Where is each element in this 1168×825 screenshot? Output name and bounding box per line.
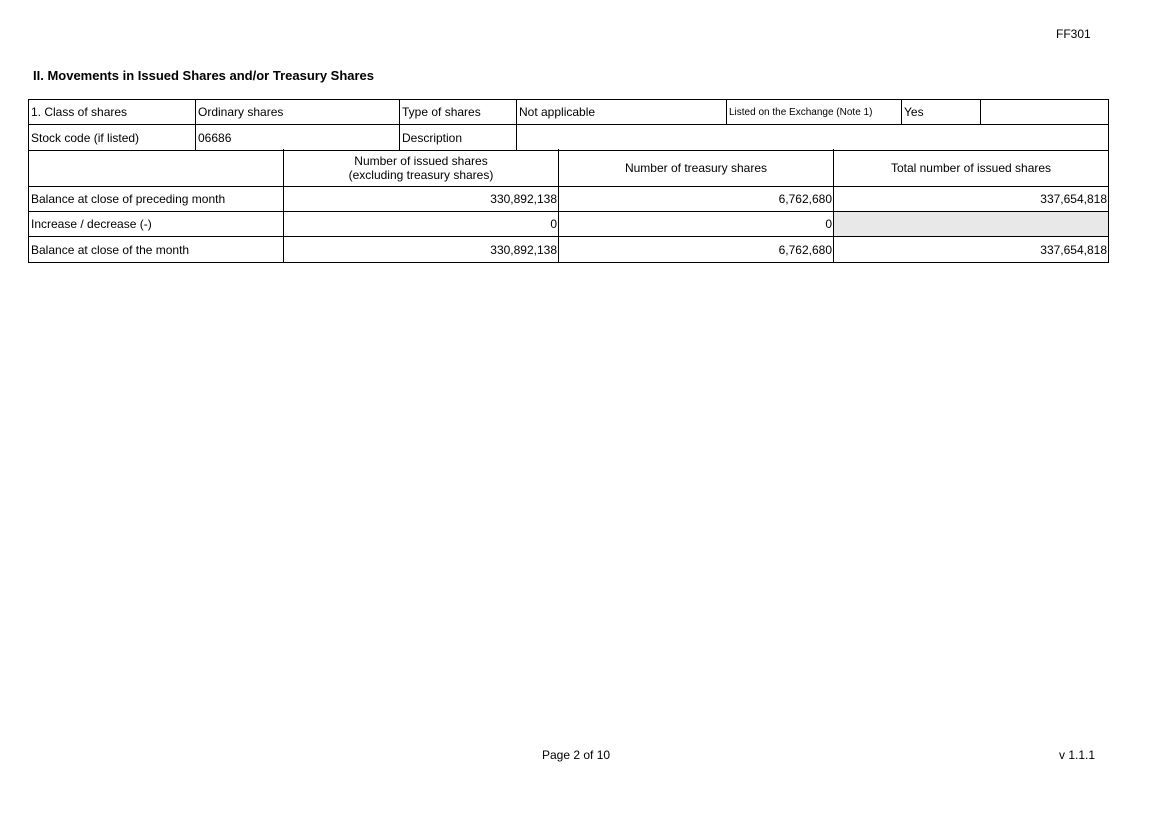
listed-value: Yes: [902, 100, 981, 124]
type-label: Type of shares: [400, 100, 517, 124]
header-issued-line1: Number of issued shares: [354, 153, 488, 168]
row-total: 337,654,818: [1040, 242, 1107, 257]
header-treasury: Number of treasury shares: [559, 149, 834, 186]
table-row: [29, 212, 1108, 237]
header-issued-line2: (excluding treasury shares): [348, 167, 494, 182]
page-number: Page 2 of 10: [542, 748, 611, 762]
movements-table: [28, 149, 1109, 263]
row-issued: 330,892,138: [284, 237, 559, 262]
row-label: Balance at close of the month: [29, 237, 284, 262]
row-label: Increase / decrease (-): [29, 212, 284, 236]
header-issued: [284, 149, 559, 186]
row-treasury: 6,762,680: [559, 237, 834, 262]
type-value: Not applicable: [517, 100, 727, 124]
listed-label: Listed on the Exchange (Note 1): [727, 100, 902, 124]
row-treasury: 0: [559, 212, 834, 236]
form-code: FF301: [1056, 27, 1091, 41]
stock-code-row: [29, 125, 1108, 150]
row-total-shaded: [834, 212, 1108, 236]
table-row: [29, 237, 1108, 262]
row-issued: 330,892,138: [284, 187, 559, 211]
table-row: [29, 187, 1108, 212]
class-info-grid: [28, 99, 1109, 151]
class-row: [29, 100, 1108, 125]
row-treasury: 6,762,680: [559, 187, 834, 211]
section-title: II. Movements in Issued Shares and/or Treasury Shares: [33, 68, 375, 83]
listed-blank: [981, 100, 1108, 124]
description-value: [517, 125, 1108, 150]
stock-code-value: 06686: [196, 125, 400, 150]
class-label: 1. Class of shares: [29, 100, 196, 124]
class-value: Ordinary shares: [196, 100, 400, 124]
row-label: Balance at close of preceding month: [29, 187, 284, 211]
row-issued: 0: [284, 212, 559, 236]
stock-code-label: Stock code (if listed): [29, 125, 196, 150]
row-total: 337,654,818: [1040, 192, 1107, 206]
table-header-row: [29, 149, 1108, 187]
header-blank: [29, 149, 284, 186]
description-label: Description: [400, 125, 517, 150]
version-label: v 1.1.1: [1059, 748, 1096, 762]
header-total: Total number of issued shares: [890, 160, 1052, 175]
